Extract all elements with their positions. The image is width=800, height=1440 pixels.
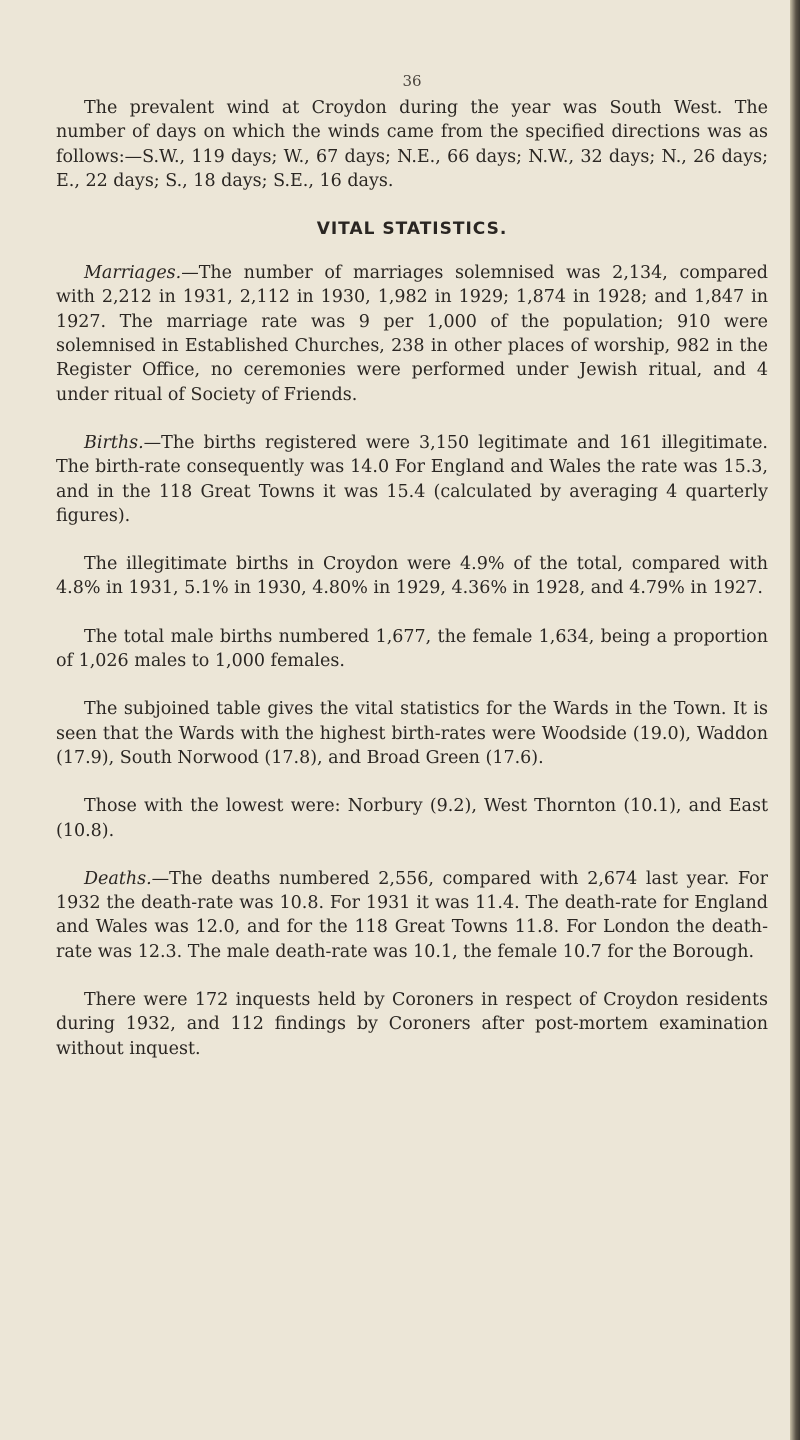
deaths-text: —The deaths numbered 2,556, compared with 2,674 last year. For 1932 the death-rate was 10.8. For 1931 it was 11.4. The death-rate for England and Wales was 12.0, and for the 118 Great Towns 11.8. For London the death-rate was 12.3. The male death-rate was 10.1, the female 10.7 for the Borough. [56, 868, 768, 962]
document-page [56, 72, 768, 1061]
marriages-text: —The number of marriages solemnised was 2,134, compared with 2,212 in 1931, 2,112 in 1930, 1,982 in 1929; 1,874 in 1928; and 1,847 in 1927. The marriage rate was 9 per 1,000 of the population; 910 were solemnised in Established Churches, 238 in other places of worship, 982 in the Register Office, no ceremonies were performed under Jewish ritual, and 4 under ritual of Society of Friends. [56, 263, 768, 405]
wards-highest-paragraph: The subjoined table gives the vital statistics for the Wards in the Town. It is seen that the Wards with the highest birth-rates were Woodside (19.0), Waddon (17.9), South Norwood (17.8), and Broad Green (17.6). [56, 699, 768, 768]
illegitimate-births-paragraph: The illegitimate births in Croydon were 4.9% of the total, compared with 4.8% in 1931, 5.1% in 1930, 4.80% in 1929, 4.36% in 1928, and 4.79% in 1927. [56, 554, 768, 599]
section-heading-vital-statistics: VITAL STATISTICS. [316, 219, 508, 240]
marriages-paragraph [56, 261, 768, 407]
wards-lowest-paragraph: Those with the lowest were: Norbury (9.2), West Thornton (10.1), and East (10.8). [56, 796, 768, 841]
births-lead: Births. [84, 432, 144, 453]
births-text: —The births registered were 3,150 legitimate and 161 illegitimate. The birth-rate consequently was 14.0 For England and Wales the rate was 15.3, and in the 118 Great Towns it was 15.4 (calculated by averaging 4 quarterly figures). [56, 432, 768, 526]
deaths-paragraph [56, 867, 768, 964]
wind-paragraph: The prevalent wind at Croydon during the year was South West. The number of days on which the winds came from the specified directions was as follows:—S.W., 119 days; W., 67 days; N.E., 66 days; N.W., 32 days; N., 26 days; E., 22 days; S., 18 days; S.E., 16 days. [56, 98, 768, 191]
male-births-paragraph: The total male births numbered 1,677, the female 1,634, being a proportion of 1,026 males to 1,000 females. [56, 626, 768, 672]
inquests-paragraph: There were 172 inquests held by Coroners in respect of Croydon residents during 1932, and 112 findings by Coroners after post-mortem examination without inquest. [56, 990, 768, 1059]
marriages-lead: Marriages. [84, 263, 182, 284]
deaths-lead: Deaths. [84, 868, 152, 889]
scan-binding-edge [790, 0, 800, 1440]
page-number: 36 [402, 72, 422, 90]
births-paragraph [56, 431, 768, 528]
